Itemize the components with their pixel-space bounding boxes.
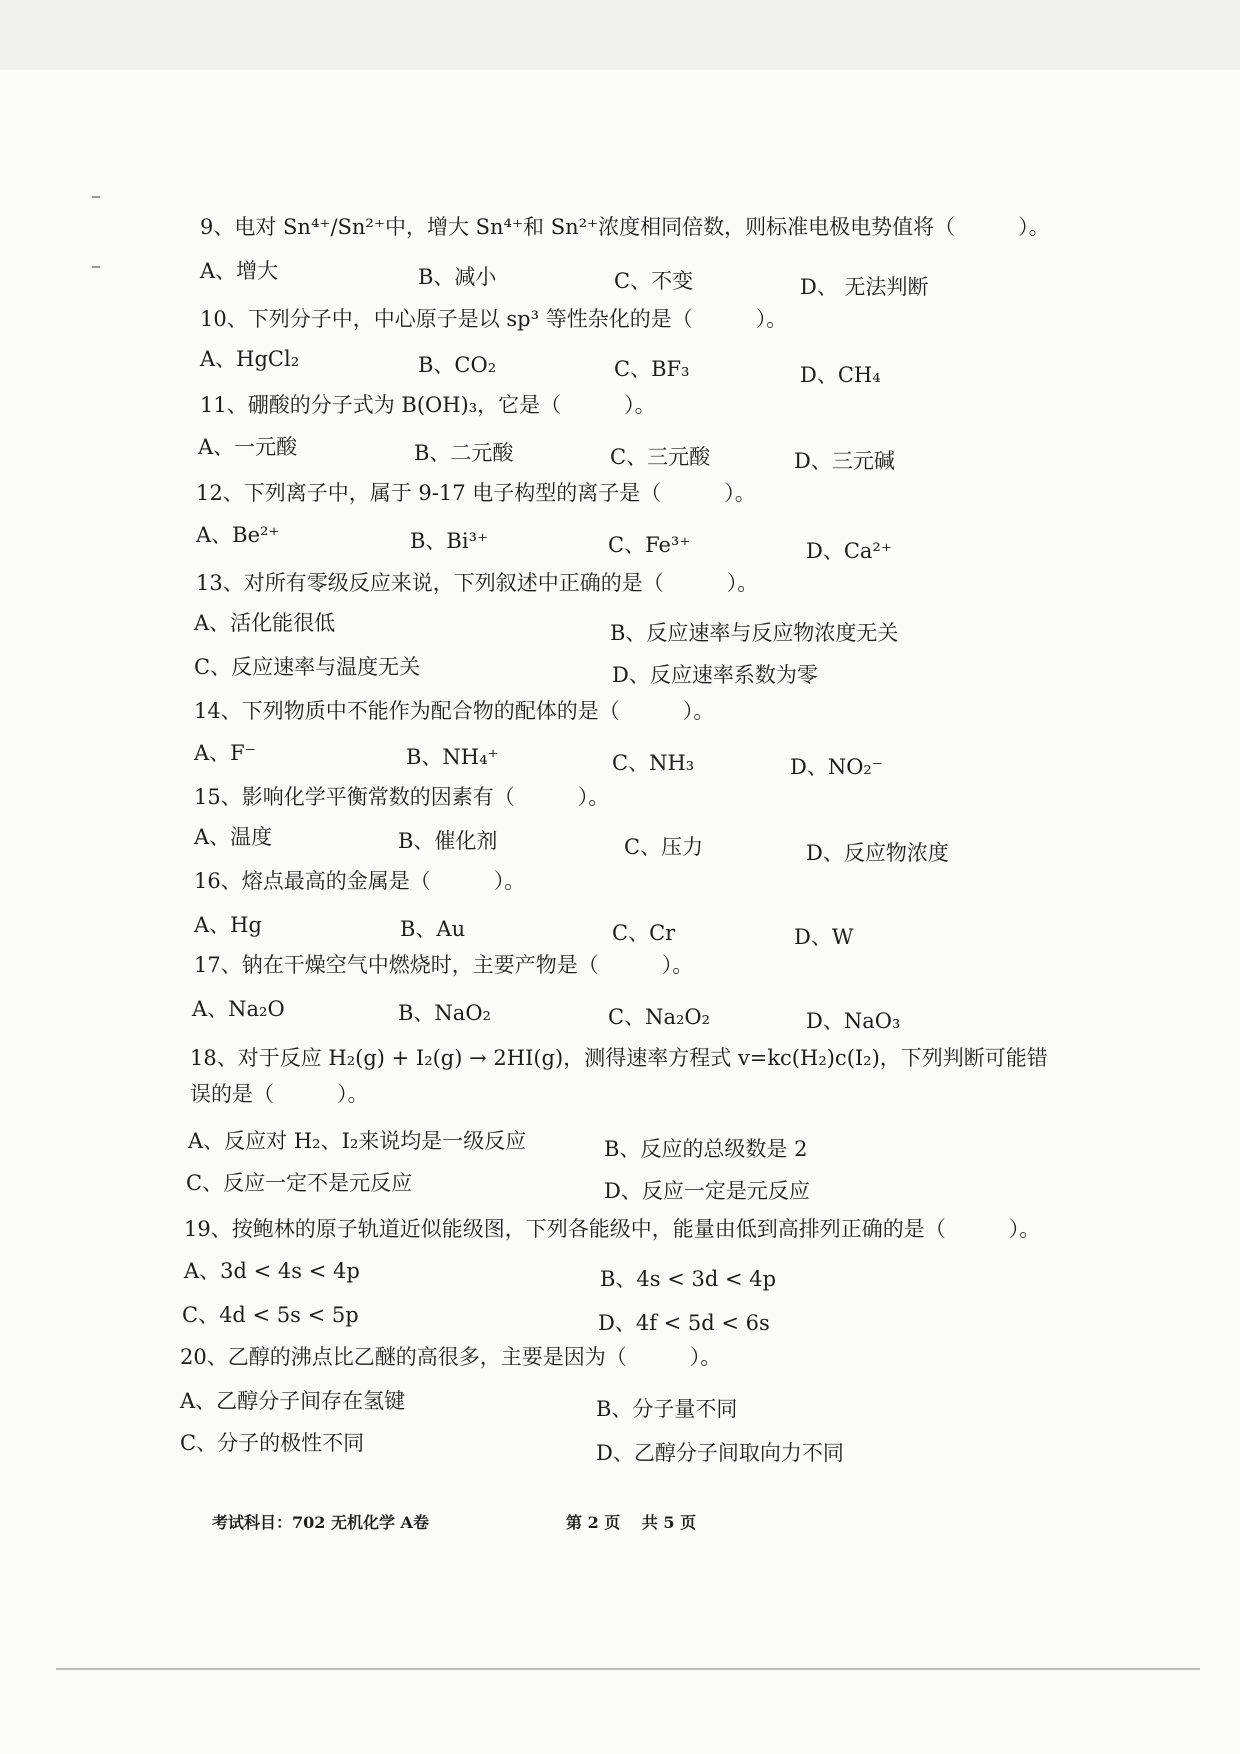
option: B、分子量不同 (596, 1397, 738, 1421)
option: B、反应的总级数是 2 (604, 1137, 808, 1161)
question-stem: 19、按鲍林的原子轨道近似能级图，下列各能级中，能量由低到高排列正确的是（ ）。 (184, 1217, 1041, 1241)
option: C、Na₂O₂ (608, 1005, 711, 1029)
option: D、W (794, 925, 854, 949)
option: D、NO₂⁻ (790, 755, 883, 779)
option: A、F⁻ (194, 741, 256, 765)
option: C、三元酸 (610, 445, 711, 469)
question-stem: 11、硼酸的分子式为 B(OH)₃，它是（ ）。 (200, 393, 656, 417)
scan-margin-mark (92, 266, 100, 268)
option: A、反应对 H₂、I₂来说均是一级反应 (188, 1129, 527, 1153)
footer-page-number: 第 2 页 共 5 页 (566, 1513, 697, 1532)
scan-top-shadow (0, 0, 1240, 70)
option: D、反应一定是元反应 (604, 1179, 810, 1203)
option: D、乙醇分子间取向力不同 (596, 1441, 844, 1465)
question-stem: 17、钠在干燥空气中燃烧时，主要产物是（ ）。 (194, 953, 694, 977)
scan-margin-mark (92, 196, 100, 198)
option: A、Na₂O (192, 997, 285, 1021)
option: A、乙醇分子间存在氢键 (180, 1389, 406, 1413)
option: B、Au (400, 917, 466, 941)
question-stem: 12、下列离子中，属于 9-17 电子构型的离子是（ ）。 (196, 481, 756, 505)
option: C、Cr (612, 921, 676, 945)
option: A、Hg (194, 913, 262, 937)
option: B、二元酸 (414, 441, 514, 465)
option: A、Be²⁺ (196, 523, 280, 547)
option: D、NaO₃ (806, 1009, 901, 1033)
scan-edge-line (56, 1668, 1200, 1670)
option: C、NH₃ (612, 751, 695, 775)
option: B、催化剂 (398, 829, 498, 853)
footer-subject: 考试科目：702 无机化学 A卷 (212, 1513, 429, 1532)
option: A、活化能很低 (194, 611, 336, 635)
option: C、反应速率与温度无关 (194, 655, 421, 679)
option: B、减小 (418, 265, 497, 289)
option: C、BF₃ (614, 357, 690, 381)
option: D、4f < 5d < 6s (598, 1311, 770, 1335)
option: B、CO₂ (418, 353, 497, 377)
question-stem: 20、乙醇的沸点比乙醚的高很多，主要是因为（ ）。 (180, 1345, 722, 1369)
option: B、NH₄⁺ (406, 745, 499, 769)
question-stem: 9、电对 Sn⁴⁺/Sn²⁺中，增大 Sn⁴⁺和 Sn²⁺浓度相同倍数，则标准电极电势值将（ ）。 (200, 215, 1050, 239)
option: B、Bi³⁺ (410, 529, 489, 553)
option: D、三元碱 (794, 449, 895, 473)
option: C、压力 (624, 835, 704, 859)
option: A、增大 (200, 259, 279, 283)
option: C、分子的极性不同 (180, 1431, 365, 1455)
option: C、不变 (614, 269, 694, 293)
option: C、Fe³⁺ (608, 533, 691, 557)
option: A、3d < 4s < 4p (184, 1259, 360, 1283)
question-stem: 15、影响化学平衡常数的因素有（ ）。 (194, 785, 610, 809)
option: A、一元酸 (198, 435, 298, 459)
question-stem: 18、对于反应 H₂(g) + I₂(g) → 2HI(g)，测得速率方程式 v=kc(H₂)c(I₂)，下列判断可能错误的是（ ）。 (190, 1046, 1048, 1106)
question-stem: 13、对所有零级反应来说，下列叙述中正确的是（ ）。 (196, 571, 759, 595)
option: D、CH₄ (800, 363, 881, 387)
option: B、反应速率与反应物浓度无关 (610, 621, 899, 645)
option: A、温度 (194, 825, 273, 849)
option: D、反应速率系数为零 (612, 663, 818, 687)
option: D、 无法判断 (800, 275, 929, 299)
option: D、Ca²⁺ (806, 539, 892, 563)
option: C、反应一定不是元反应 (186, 1171, 413, 1195)
option: D、反应物浓度 (806, 841, 949, 865)
option: C、4d < 5s < 5p (182, 1303, 359, 1327)
question-stem: 10、下列分子中，中心原子是以 sp³ 等性杂化的是（ ）。 (200, 307, 788, 331)
option: B、NaO₂ (398, 1001, 491, 1025)
option: B、4s < 3d < 4p (600, 1267, 777, 1291)
question-stem: 16、熔点最高的金属是（ ）。 (194, 869, 526, 893)
question-stem: 14、下列物质中不能作为配合物的配体的是（ ）。 (194, 699, 715, 723)
option: A、HgCl₂ (200, 347, 300, 371)
